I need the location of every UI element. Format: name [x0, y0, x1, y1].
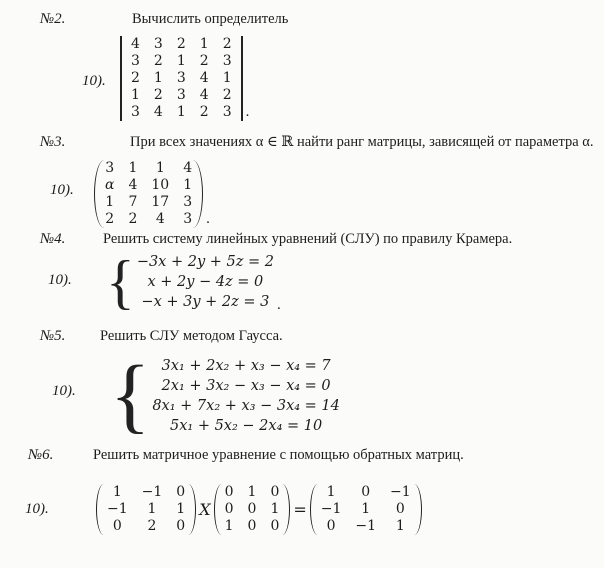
equation: 8x₁ + 7x₂ + x₃ − 3x₄ = 14 [152, 398, 340, 414]
matrix-a [96, 484, 196, 535]
matrix-cell: 2 [199, 104, 209, 120]
variant-label: 10). [52, 383, 76, 399]
equation: −x + 3y + 2z = 3 [141, 294, 270, 310]
problem-title: Вычислить определитель [132, 11, 289, 27]
matrix-cell: 1 [155, 160, 165, 176]
matrix-cell: 1 [147, 501, 157, 517]
matrix-cell: 4 [199, 87, 209, 103]
matrix-cell: 2 [147, 518, 157, 534]
period: . [245, 104, 250, 120]
matrix-cell: 7 [128, 194, 138, 210]
matrix-cell: 1 [105, 194, 115, 210]
matrix-cell: 2 [153, 87, 163, 103]
equations [137, 252, 274, 312]
matrix-cell: −1 [141, 484, 163, 500]
matrix-cell: 1 [199, 36, 209, 52]
matrix-cell: 4 [131, 36, 140, 52]
matrix-cell: 1 [176, 53, 186, 69]
matrix-cell: 1 [128, 160, 138, 176]
matrix-b [214, 484, 291, 535]
matrix [94, 160, 203, 228]
determinant-matrix [120, 36, 243, 121]
equation: 5x₁ + 5x₂ − 2x₄ = 10 [170, 418, 323, 434]
matrix-cell: 2 [176, 36, 186, 52]
equals-sign: = [293, 500, 307, 519]
matrix-cell: 0 [270, 484, 280, 500]
matrix-cell: −1 [107, 501, 128, 517]
matrix-cell: 3 [176, 70, 186, 86]
matrix-cell: 3 [131, 104, 140, 120]
linear-system [106, 250, 281, 314]
matrix-cell: 4 [199, 70, 209, 86]
matrix-cell: 2 [131, 70, 140, 86]
problem-number: №2. [40, 11, 66, 27]
matrix-cell: 3 [153, 36, 163, 52]
matrix-cell: α [105, 177, 115, 193]
matrix-cell: 1 [153, 70, 163, 86]
equation: 2x₁ + 3x₂ − x₃ − x₄ = 0 [161, 378, 331, 394]
matrix-cell: −1 [355, 518, 377, 534]
matrix-cell: −1 [320, 501, 342, 517]
matrix-cell: 4 [183, 160, 193, 176]
matrix-cell: 2 [199, 53, 209, 69]
matrix-cell: 2 [222, 87, 232, 103]
left-brace: { [106, 249, 135, 315]
matrix-cell: 0 [361, 484, 371, 500]
matrix-cell: 3 [131, 53, 140, 69]
matrix-cell: 0 [326, 518, 336, 534]
matrix-cell: 1 [183, 177, 193, 193]
matrix-cell: 0 [224, 501, 234, 517]
matrix-cell: 4 [128, 177, 138, 193]
matrix-cell: 3 [183, 211, 193, 227]
variant-label: 10). [48, 272, 72, 288]
matrix-cell: 0 [395, 501, 405, 517]
matrix-cell: −1 [390, 484, 411, 500]
matrix-cell: 1 [176, 104, 186, 120]
unknown-x: X [199, 500, 211, 519]
matrix-cell: 0 [112, 518, 122, 534]
variant-label: 10). [50, 182, 74, 198]
equations [152, 356, 340, 436]
matrix-cell: 1 [131, 87, 140, 103]
problem-title: Решить СЛУ методом Гаусса. [100, 328, 283, 344]
problem-number: №4. [40, 231, 66, 247]
matrix-c [310, 484, 422, 535]
matrix-cell: 1 [112, 484, 122, 500]
matrix-cell: 3 [176, 87, 186, 103]
matrix-cell: 17 [151, 194, 170, 210]
problem-number: №3. [40, 134, 66, 150]
left-brace: { [110, 349, 151, 442]
matrix-cell: 1 [222, 70, 232, 86]
matrix-cell: 0 [176, 518, 186, 534]
problem-number: №5. [40, 328, 66, 344]
matrix-cell: 1 [224, 518, 234, 534]
matrix-cell: 2 [128, 211, 138, 227]
equation: 3x₁ + 2x₂ + x₃ − x₄ = 7 [161, 358, 331, 374]
period: . [206, 211, 210, 227]
matrix-cell: 1 [176, 501, 186, 517]
linear-system [110, 349, 340, 442]
matrix-cell: 2 [222, 36, 232, 52]
matrix-cell: 3 [222, 53, 232, 69]
matrix-cell: 3 [183, 194, 193, 210]
matrix-equation [96, 484, 422, 535]
matrix-cell: 2 [153, 53, 163, 69]
matrix-cell: 10 [151, 177, 170, 193]
problem-title: Решить систему линейных уравнений (СЛУ) по правилу Крамера. [103, 231, 513, 247]
period: . [276, 297, 281, 313]
matrix-cell: 0 [176, 484, 186, 500]
equation: −3x + 2y + 5z = 2 [136, 254, 274, 270]
variant-label: 10). [82, 73, 106, 89]
problem-title: Решить матричное уравнение с помощью обратных матриц. [93, 447, 464, 463]
variant-label: 10). [25, 501, 49, 517]
matrix-cell: 1 [247, 484, 257, 500]
matrix-cell: 3 [105, 160, 115, 176]
matrix-cell: 0 [270, 518, 280, 534]
matrix-cell: 4 [153, 104, 163, 120]
matrix-cell: 1 [361, 501, 371, 517]
equation: x + 2y − 4z = 0 [147, 274, 264, 290]
matrix-cell: 3 [222, 104, 232, 120]
matrix-cell: 2 [105, 211, 115, 227]
matrix-cell: 1 [270, 501, 280, 517]
matrix-cell: 0 [224, 484, 234, 500]
problem-title: При всех значениях α ∈ ℝ найти ранг матрицы, зависящей от параметра α. [130, 134, 594, 150]
matrix-cell: 0 [247, 501, 257, 517]
matrix-cell: 4 [155, 211, 165, 227]
problem-number: №6. [28, 447, 54, 463]
matrix-cell: 1 [326, 484, 336, 500]
parametric-matrix [94, 160, 210, 228]
determinant [120, 36, 249, 121]
matrix-cell: 0 [247, 518, 257, 534]
matrix-cell: 1 [395, 518, 405, 534]
